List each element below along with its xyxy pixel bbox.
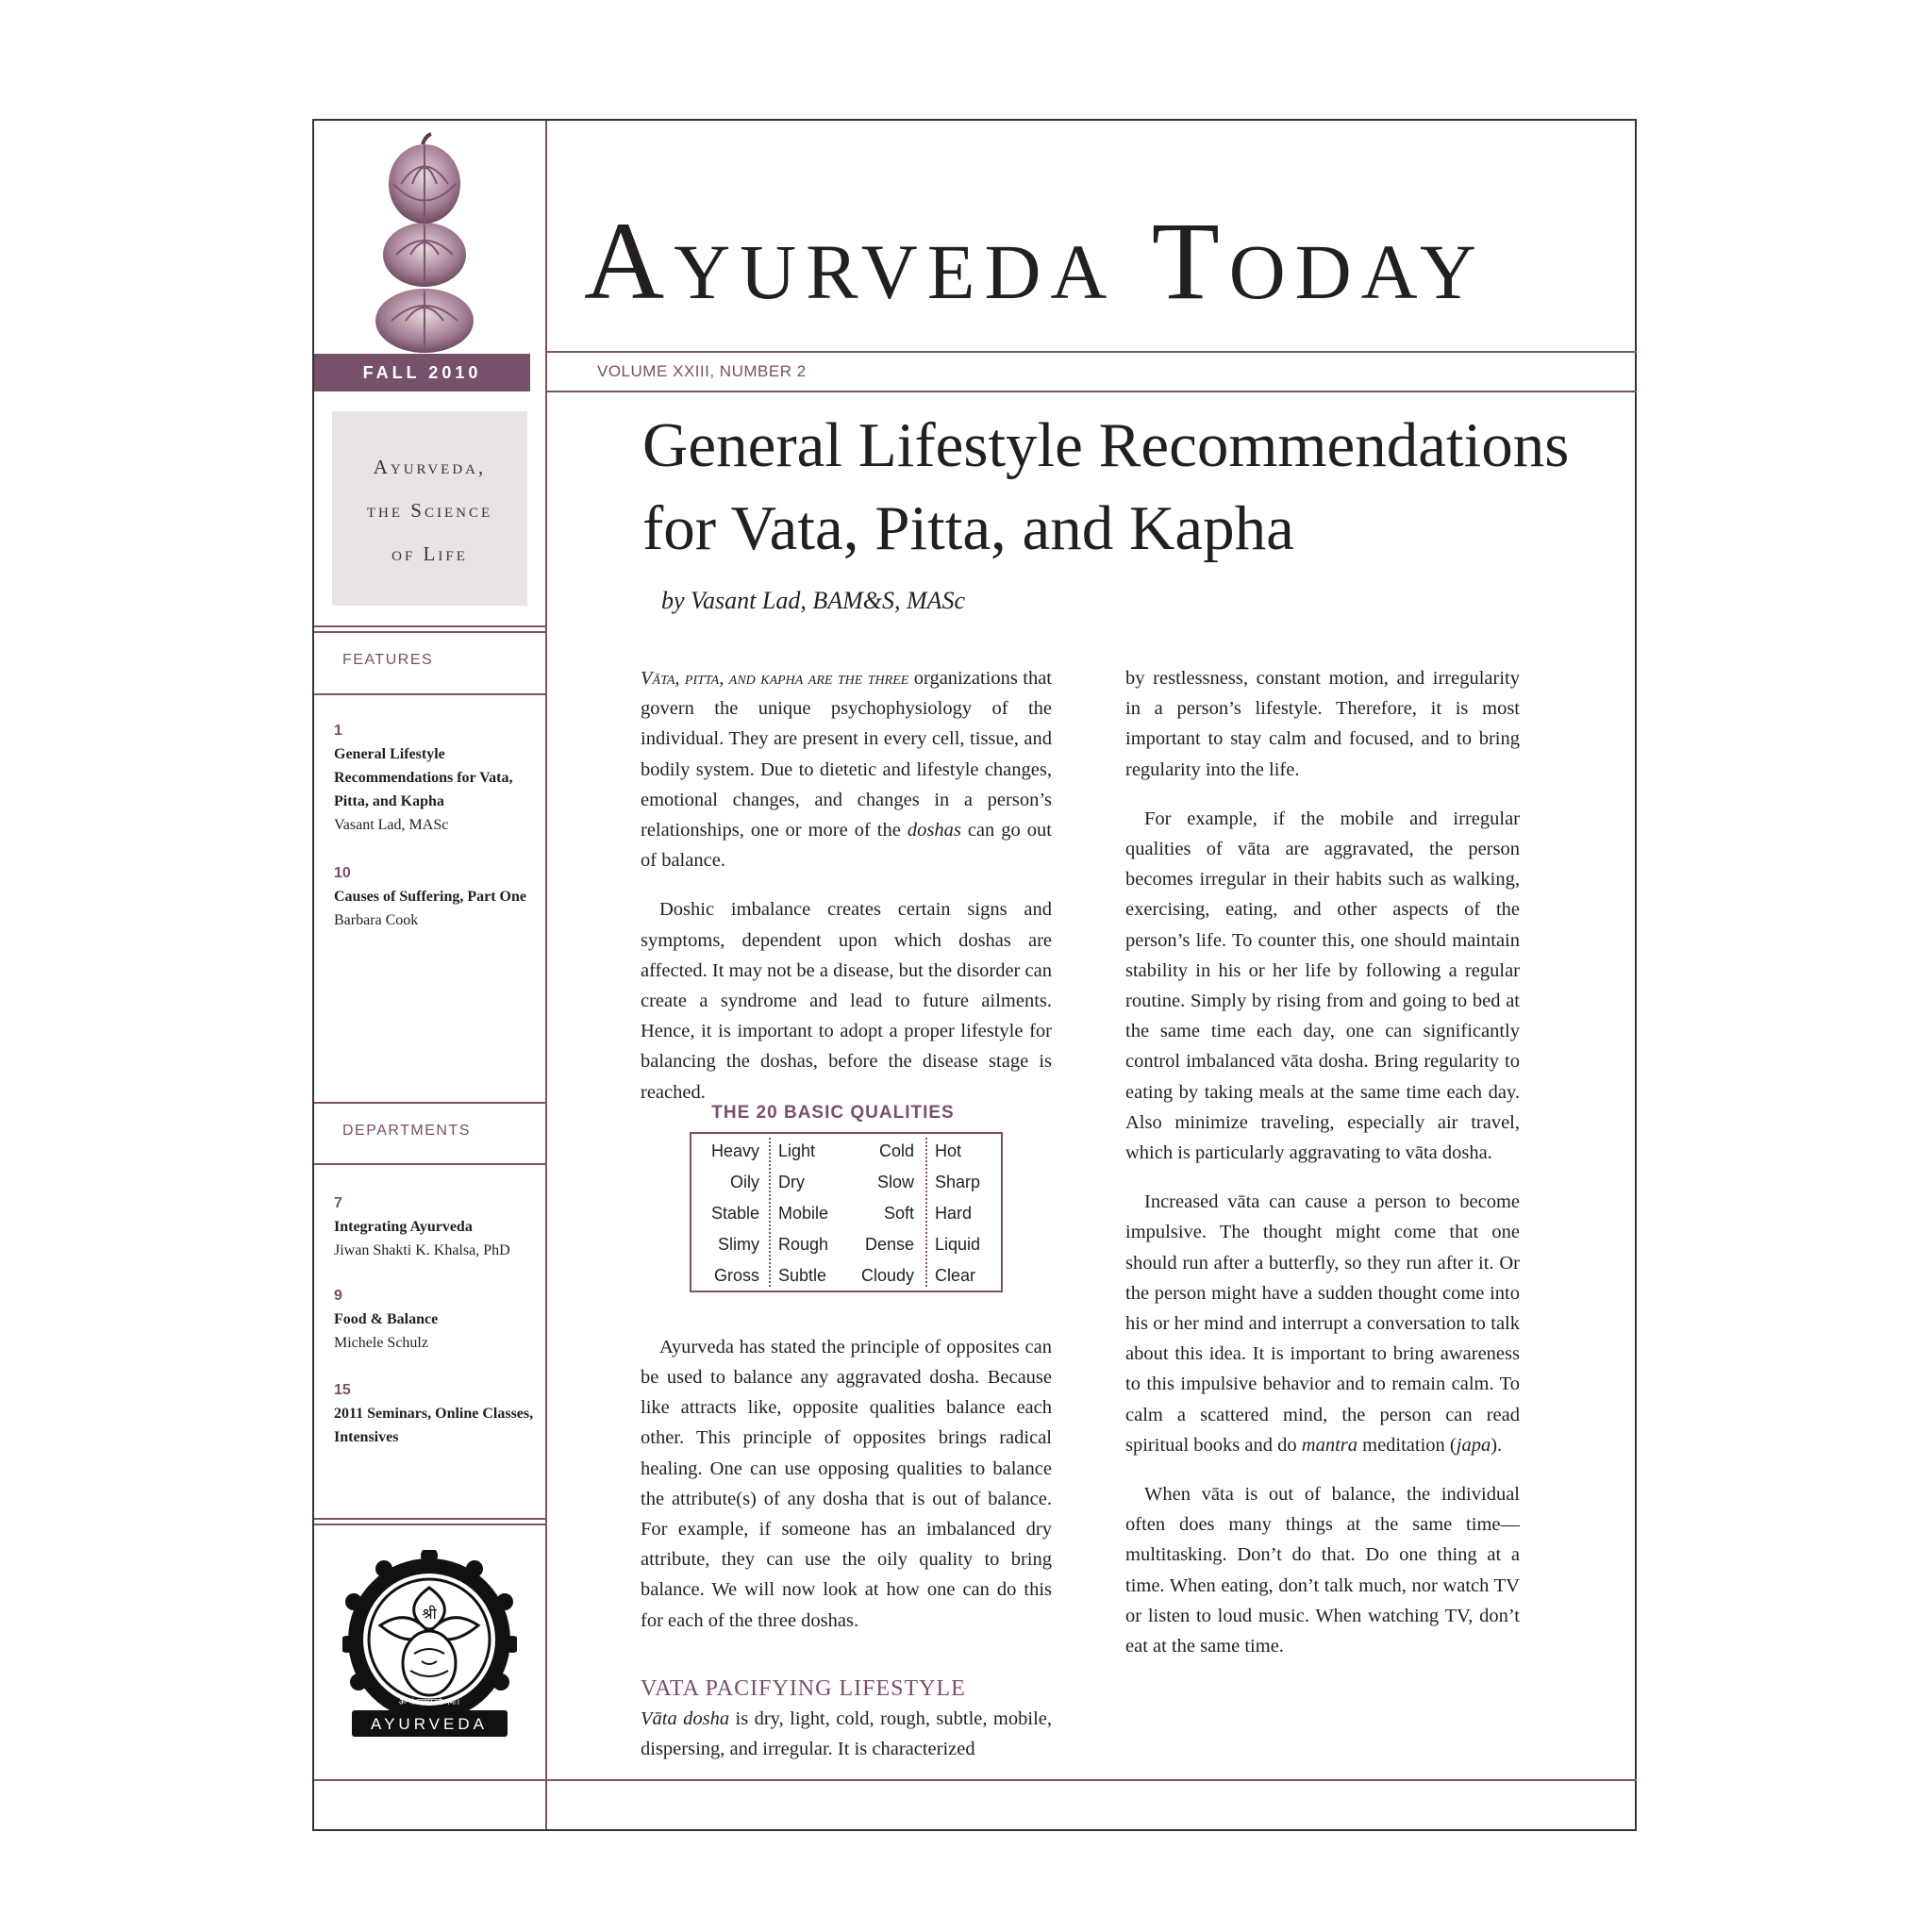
sidebar-rule-4 <box>314 1102 545 1104</box>
quality-cell: Gross <box>713 1266 759 1285</box>
qualities-row <box>691 1167 1001 1198</box>
emblem-wordmark: AYURVEDA <box>371 1715 488 1733</box>
toc-author: Michele Schulz <box>334 1335 428 1351</box>
pumpkin-stack-image <box>373 132 476 354</box>
quality-cell: Cold <box>878 1141 914 1160</box>
toc-item-department-3[interactable] <box>334 1378 537 1449</box>
quality-cell: Heavy <box>710 1141 759 1160</box>
toc-page-number: 15 <box>334 1382 351 1398</box>
tagline-box <box>332 411 527 606</box>
quality-cell: Stable <box>710 1204 759 1223</box>
paragraph: For example, if the mobile and irregular qualities of vāta are aggravated, the person becomes irregular in their habits such as walking, exercising, eating, and other aspects of the person’s life. To counter this, one should maintain stability in his or her life by following a regular routine. Simply by rising from and going to bed at the same time each day, one can significantly control imbalanced vāta dosha. Bring regularity to eating by taking meals at the same time each day. Also minimize traveling, especially air travel, which is particularly aggravating to vāta dosha. <box>1125 808 1520 1164</box>
sidebar-rule-7 <box>314 1524 545 1525</box>
toc-title: 2011 Seminars, Online Classes, Intensives <box>334 1406 534 1445</box>
tagline-line-3: of Life <box>391 542 468 565</box>
toc-author: Jiwan Shakti K. Khalsa, PhD <box>334 1242 510 1258</box>
toc-title: Food & Balance <box>334 1311 439 1327</box>
quality-cell: Slimy <box>718 1235 759 1254</box>
features-heading: FEATURES <box>342 652 434 668</box>
quality-cell: Subtle <box>778 1266 827 1285</box>
paragraph: When vāta is out of balance, the individual often does many things at the same time—multitasking. Don’t do that. Do one thing at a time. When eating, don’t talk much, nor watch TV or listen to loud music. When watching TV, don’t eat at the same time. <box>1125 1484 1520 1657</box>
emblem-center-text: श्री <box>422 1605 437 1623</box>
emblem-sanskrit-text: ॐ गं गणपतये नमः। <box>398 1698 460 1707</box>
lead-in: Vāta, pitta, and kapha are the three <box>641 668 909 689</box>
ayurveda-emblem-logo <box>342 1550 517 1739</box>
toc-item-department-2[interactable] <box>334 1284 537 1355</box>
sidebar-rule-5 <box>314 1163 545 1165</box>
quality-cell: Cloudy <box>860 1266 914 1285</box>
sidebar-rule-3 <box>314 693 545 695</box>
paragraph: Vāta, pitta, and kapha are the three organizations that govern the unique psychophysiology of the individual. They are present in every cell, tissue, and bodily system. Due to dietetic and lifestyle changes, emotional changes, and changes in a person’s relationships, one or more of the doshas can go out of balance. <box>641 668 1052 872</box>
departments-heading: DEPARTMENTS <box>342 1123 471 1139</box>
volume-rule <box>545 391 1637 392</box>
newsletter-page <box>312 119 1637 1831</box>
toc-page-number: 1 <box>334 723 342 739</box>
quality-cell: Dry <box>778 1173 805 1191</box>
paragraph: Vāta dosha is dry, light, cold, rough, subtle, mobile, dispersing, and irregular. It is characterized <box>641 1708 1052 1760</box>
quality-cell: Clear <box>935 1266 976 1285</box>
newsletter-title: Ayurveda Today <box>584 199 1486 323</box>
sidebar-rule-2 <box>314 631 545 633</box>
quality-cell: Light <box>778 1141 816 1160</box>
season-badge: FALL 2010 <box>314 354 530 391</box>
tagline-line-1: Ayurveda, <box>373 456 487 478</box>
paragraph: by restlessness, constant motion, and irregularity in a person’s lifestyle. Therefore, it is most important to stay calm and focused, and to bring regularity into the life. <box>1125 668 1520 780</box>
qualities-row <box>691 1198 1001 1229</box>
qualities-table-title: THE 20 BASIC QUALITIES <box>711 1103 955 1123</box>
quality-cell: Slow <box>876 1173 914 1191</box>
volume-number: VOLUME XXIII, NUMBER 2 <box>597 362 807 380</box>
toc-title: Causes of Suffering, Part One <box>334 889 526 905</box>
toc-page-number: 7 <box>334 1195 342 1211</box>
paragraph: Increased vāta can cause a person to become impulsive. The thought might come that one should run after a butterfly, so they run after it. Or the person might have a sudden thought come into his or her mind and interrupt a conversation to talk about this idea. It is important to bring awareness to this impulsive behavior and to remain calm. To calm a scattered mind, the person can read spiritual books and do mantra meditation (japa). <box>1125 1191 1520 1456</box>
quality-cell: Rough <box>778 1235 829 1254</box>
qualities-row <box>691 1136 1001 1167</box>
masthead-rule <box>545 351 1637 353</box>
toc-item-feature-1[interactable] <box>334 719 537 837</box>
quality-cell: Hot <box>935 1141 962 1160</box>
toc-author: Vasant Lad, MASc <box>334 817 449 833</box>
toc-page-number: 9 <box>334 1288 342 1304</box>
section-subhead: VATA PACIFYING LIFESTYLE <box>641 1675 966 1701</box>
tagline-line-2: the Science <box>366 499 493 522</box>
toc-author: Barbara Cook <box>334 912 419 928</box>
quality-cell: Mobile <box>778 1204 829 1223</box>
toc-page-number: 10 <box>334 865 351 881</box>
quality-cell: Liquid <box>935 1235 981 1254</box>
quality-cell: Oily <box>730 1173 759 1191</box>
article-byline: by Vasant Lad, BAM&S, MASc <box>661 587 966 614</box>
article-headline: General Lifestyle Recommendations for Vata, Pitta, and Kapha <box>642 410 1570 563</box>
toc-item-department-1[interactable] <box>334 1191 537 1262</box>
sidebar-rule-6 <box>314 1518 545 1520</box>
paragraph: Ayurveda has stated the principle of opposites can be used to balance any aggravated dosha. Because like attracts like, opposite qualities balance each other. This principle of opposites brings radical healing. One can use opposing qualities to balance the attribute(s) of any dosha that is out of balance. For example, if someone has an imbalanced dry attribute, they can use the oily quality to bring balance. We will now look at how one can do this for each of the three doshas. <box>641 1336 1052 1631</box>
quality-cell: Hard <box>935 1204 973 1223</box>
quality-cell: Sharp <box>935 1173 981 1191</box>
qualities-row <box>691 1229 1001 1260</box>
toc-title: Integrating Ayurveda <box>334 1219 473 1235</box>
quality-cell: Soft <box>883 1204 914 1223</box>
quality-cell: Dense <box>864 1235 914 1254</box>
sidebar-rule-1 <box>314 625 545 627</box>
toc-item-feature-2[interactable] <box>334 861 537 932</box>
qualities-table <box>690 1132 1003 1292</box>
toc-title: General Lifestyle Recommendations for Vata, Pitta, and Kapha <box>334 746 513 809</box>
qualities-row <box>691 1260 1001 1291</box>
article-column-2 <box>1125 663 1520 1680</box>
paragraph: Doshic imbalance creates certain signs and symptoms, dependent upon which doshas are affected. It may not be a disease, but the disorder can create a syndrome and lead to future ailments. Hence, it is important to adopt a proper lifestyle for balancing the doshas, before the disease stage is reached. <box>641 899 1052 1103</box>
sidebar-divider <box>545 121 547 1829</box>
